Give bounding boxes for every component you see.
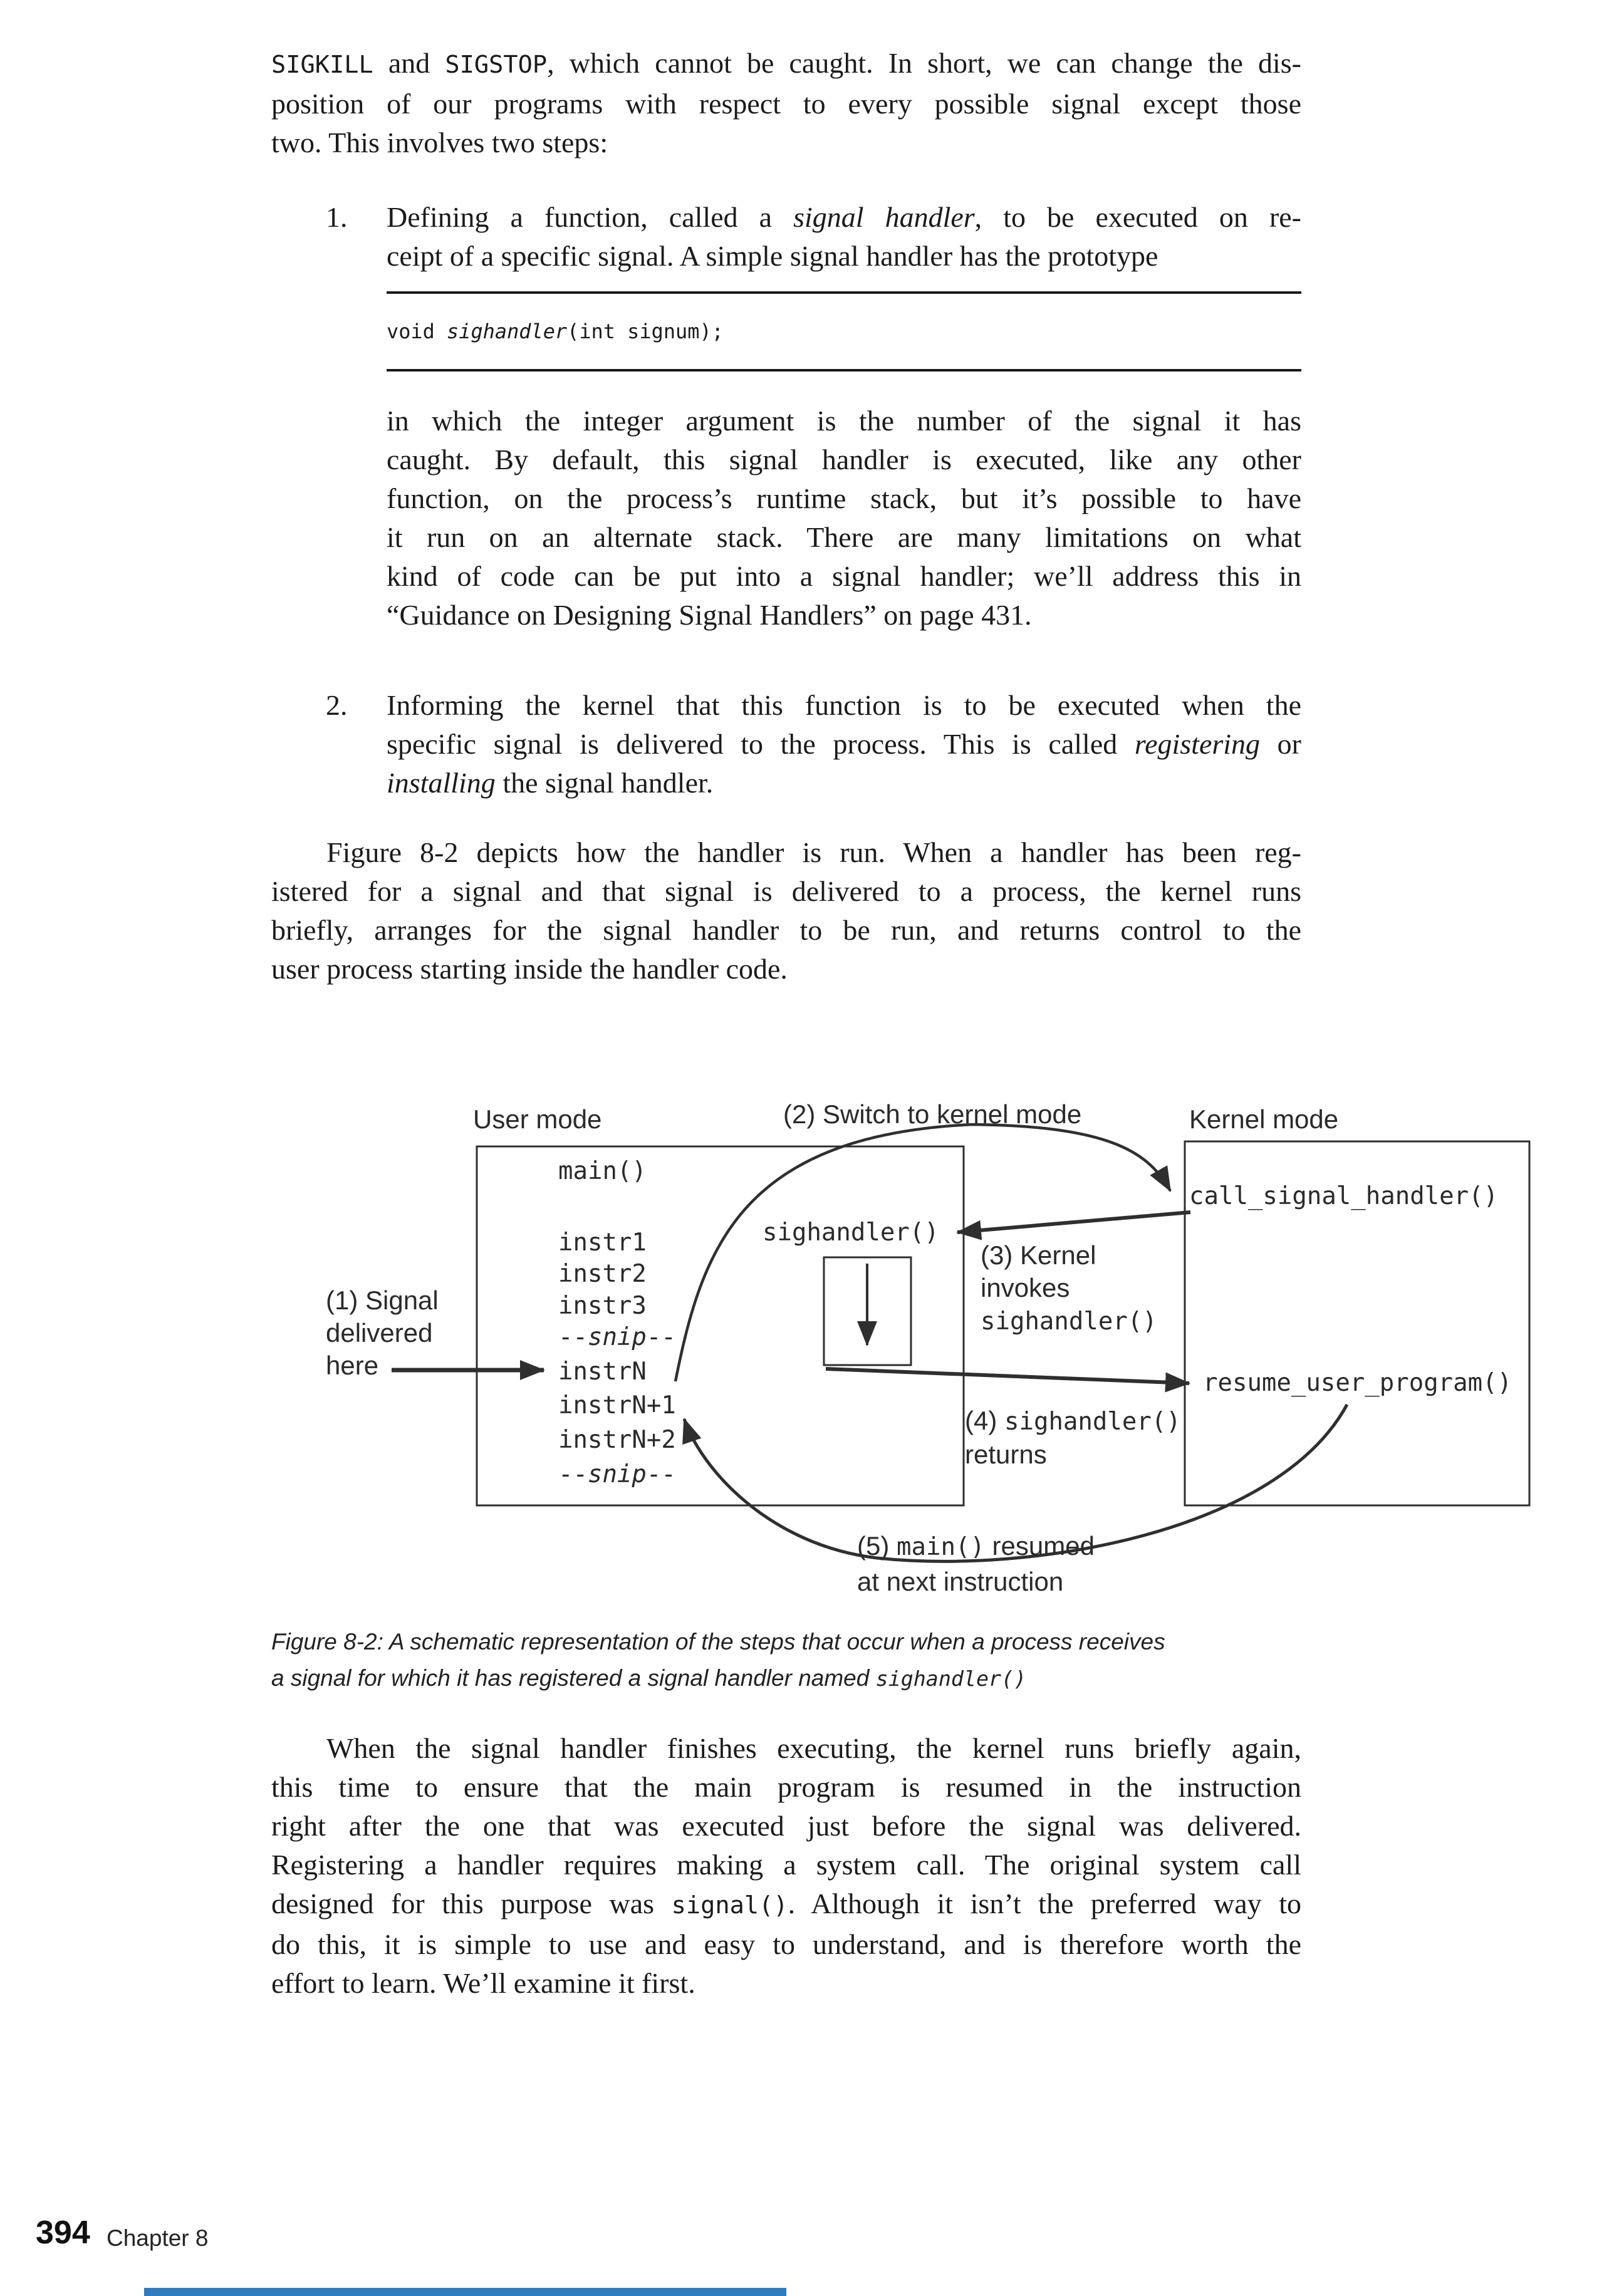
main-function-label: main() <box>558 1157 647 1185</box>
user-mode-label: User mode <box>473 1104 602 1134</box>
call-signal-handler-label: call_signal_handler() <box>1189 1182 1499 1210</box>
list-item-2-text: Informing the kernel that this function is to be executed when the specific signal is delivered to the process. This is called registering or installing the signal handler. <box>387 689 1301 799</box>
list-number-2: 2. <box>326 689 348 721</box>
invoke-sighandler-arrow <box>957 1212 1190 1232</box>
kernel-invokes-label: (3) Kernel invokes sighandler() <box>981 1240 1157 1336</box>
list-number-1: 1. <box>326 201 348 233</box>
switch-kernel-mode-label: (2) Switch to kernel mode <box>783 1099 1082 1129</box>
list-item-1-continuation: in which the integer argument is the number of the signal it has caught. By default, this signal handler is executed, like any other function, on the process’s runtime stack, but it’s possible to have it run on an alternate stack. There are many limitations on what kind of code can be put into a signal handler; we’ll address this in “Guidance on Designing Signal Handlers” on page 431. <box>387 405 1301 631</box>
page-number: 394 <box>36 2215 90 2251</box>
figure-caption: Figure 8-2: A schematic representation of the steps that occur when a process receives a signal for which it has registered a signal handler named sighandler() <box>271 1629 1165 1691</box>
signal-delivered-label: (1) Signal delivered here <box>326 1286 439 1380</box>
figure-intro-paragraph: Figure 8-2 depicts how the handler is run. When a handler has been reg- istered for a signal and that signal is delivered to a process, the kernel runs briefly, arranges for the signal handler to be run, and returns control to the user process starting inside the handler code. <box>271 836 1301 985</box>
sighandler-returns-arrow <box>826 1369 1189 1383</box>
sighandler-label: sighandler() <box>763 1218 939 1247</box>
kernel-mode-label: Kernel mode <box>1189 1104 1339 1134</box>
instr1-label: instr1 <box>558 1229 647 1257</box>
user-mode-box <box>477 1146 964 1505</box>
sighandler-returns-label: (4) sighandler() returns <box>965 1406 1181 1469</box>
snip-label: --snip-- <box>558 1323 676 1351</box>
figure-8-2 <box>326 1099 1535 1607</box>
instr2-label: instr2 <box>558 1260 647 1288</box>
instr3-label: instr3 <box>558 1292 647 1320</box>
closing-paragraph: When the signal handler finishes executing, the kernel runs briefly again, this time to ensure that the main program is resumed in the instruction right after the one that was executed just before the signal was delivered. Registering a handler requires making a system call. The original system call designed for this purpose was signal(). Although it isn’t the preferred way to do this, it is simple to use and easy to understand, and is therefore worth the effort to learn. We’ll examine it first. <box>271 1732 1301 1999</box>
intro-paragraph: SIGKILL and SIGSTOP, which cannot be caught. In short, we can change the dis- position of our programs with respect to every possible signal except those two. This involves two steps: <box>271 47 1301 158</box>
list-item-1-text: Defining a function, called a signal handler, to be executed on re- ceipt of a specific signal. A simple signal handler has the prototype <box>387 201 1301 272</box>
main-resumed-label: (5) main() resumed at next instruction <box>857 1531 1095 1596</box>
footer-accent-bar <box>144 2288 786 2296</box>
code-block <box>387 291 1301 371</box>
instrN-label: instrN <box>558 1358 647 1386</box>
snip2-label: --snip-- <box>558 1460 676 1488</box>
instrN1-label: instrN+1 <box>558 1391 676 1420</box>
resume-user-program-label: resume_user_program() <box>1203 1369 1512 1397</box>
instrN2-label: instrN+2 <box>558 1426 676 1454</box>
chapter-label: Chapter 8 <box>107 2225 209 2251</box>
code-line: void sighandler(int signum); <box>387 319 724 343</box>
